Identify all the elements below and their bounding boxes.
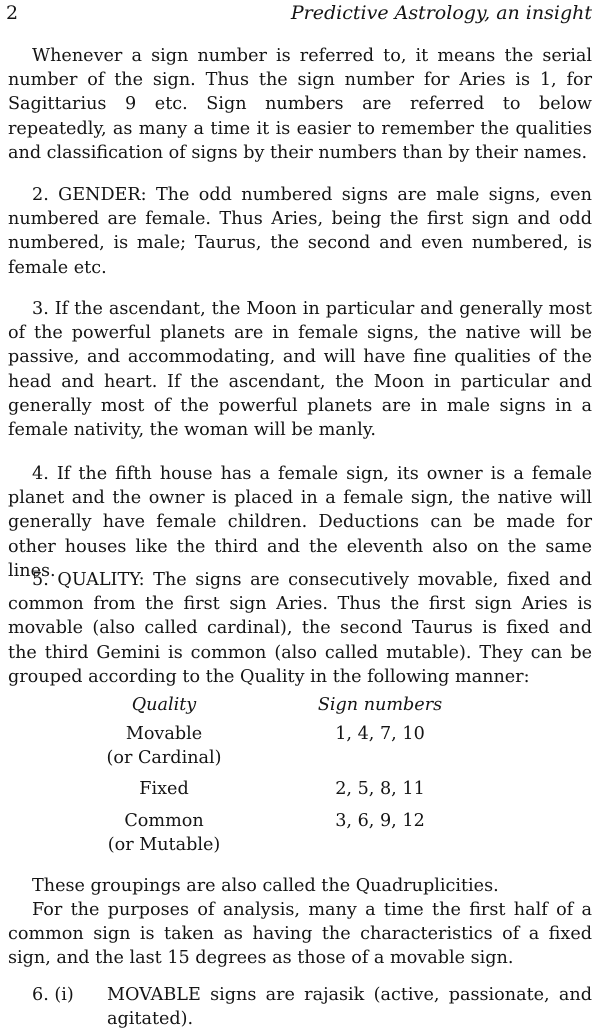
page-header — [6, 0, 592, 26]
table-header-row — [0, 693, 600, 719]
table-row — [0, 777, 600, 803]
quality-name: Movable — [125, 724, 203, 744]
quality-name: Common — [124, 811, 204, 831]
paragraph-analysis: For the purposes of analysis, many a time the first half of a common sign is taken as having the characteristics of a fixed sign, and the last 15 degrees as those of a movable sign. — [8, 900, 592, 969]
table-row — [0, 809, 600, 859]
quality-cell — [94, 809, 234, 857]
paragraph-ascendant: 3. If the ascendant, the Moon in particular and generally most of the powerful planets are in female signs, the native will be passive, and accommodating, and will have fine qualities of the head and heart. If the ascendant, the Moon in particular and generally most of the powerful planets are in male signs in a female nativity, the woman will be manly. — [8, 299, 592, 441]
quality-cell — [94, 722, 234, 770]
paragraph-quality: 5. QUALITY: The signs are consecutively movable, fixed and common from the first sign Aries. Thus the first sign Aries is movable (also called cardinal), the second Taurus is fixed and the third Gemini is common (also called mutable). They can be grouped according to the Quality in the following manner: — [8, 570, 592, 687]
table-header-quality: Quality — [131, 695, 197, 715]
table-header-sign-numbers: Sign numbers — [317, 695, 443, 715]
quality-alias: (or Cardinal) — [106, 748, 222, 769]
sign-numbers-cell: 1, 4, 7, 10 — [335, 724, 425, 744]
list-item-number: 6. (i) — [32, 985, 74, 1005]
sign-numbers-cell: 3, 6, 9, 12 — [335, 811, 425, 831]
quality-name: Fixed — [139, 779, 189, 799]
page-number: 2 — [6, 2, 19, 24]
quality-alias: (or Mutable) — [107, 835, 221, 856]
quality-cell — [94, 777, 234, 801]
sign-numbers-cell: 2, 5, 8, 11 — [335, 779, 425, 799]
paragraph-fifth-house: 4. If the fifth house has a female sign, its owner is a female planet and the owner is placed in a female sign, the native will generally have female children. Deductions can be made for other houses like the third and the eleventh also on the same lines. — [8, 464, 592, 581]
list-item-text: MOVABLE signs are rajasik (active, passionate, and agitated). — [107, 985, 592, 1030]
paragraph-gender: 2. GENDER: The odd numbered signs are male signs, even numbered are female. Thus Aries, being the first sign and odd numbered, is male; Taurus, the second and even numbered, is female etc. — [8, 185, 592, 278]
table-row — [0, 722, 600, 772]
running-head: Predictive Astrology, an insight — [290, 2, 592, 24]
paragraph-quadruplicities: These groupings are also called the Quadruplicities. — [32, 876, 499, 896]
paragraph-sign-number: Whenever a sign number is referred to, it means the serial number of the sign. Thus the sign number for Aries is 1, for Sagittarius 9 etc. Sign numbers are referred to below repeatedly, as many a time it is easier to remember the qualities and classification of signs by their numbers than by their names. — [8, 46, 592, 163]
